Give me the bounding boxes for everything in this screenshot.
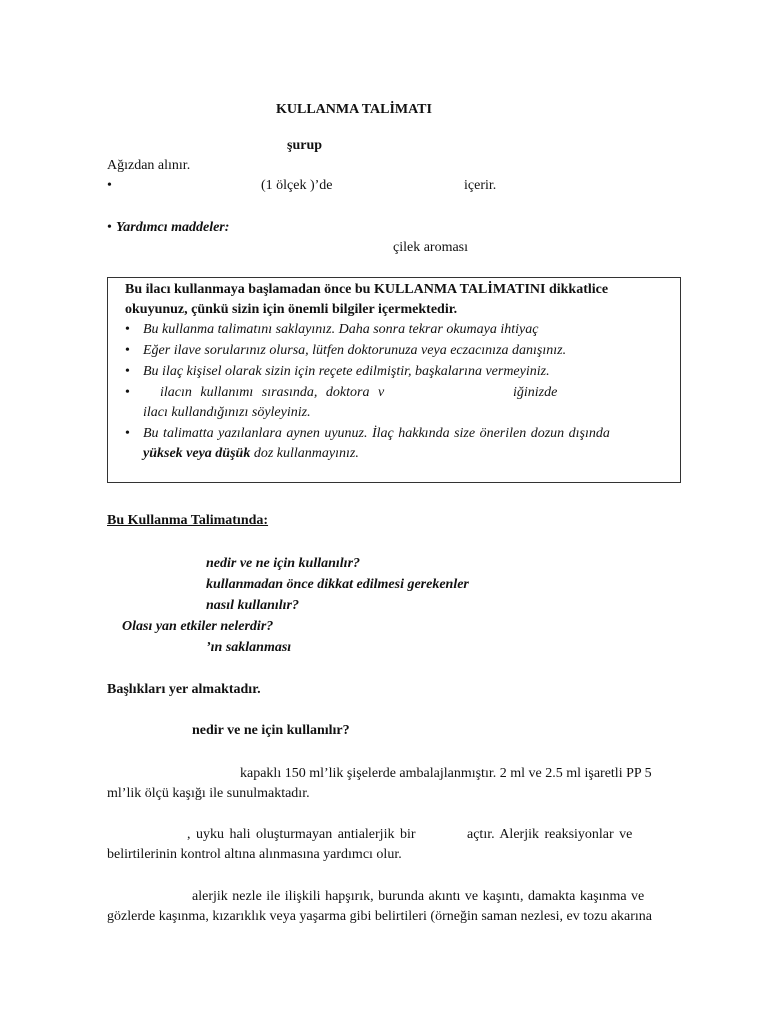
section1-p3-line1: alerjik nezle ile ilişkili hapşırık, burunda akıntı ve kaşıntı, damakta kaşınma ve <box>192 889 645 904</box>
dosage-form: şurup <box>287 138 323 153</box>
toc-item-1: nedir ve ne için kullanılır? <box>206 556 361 571</box>
toc-item-2: kullanmadan önce dikkat edilmesi gerekenler <box>206 577 469 592</box>
active-contains: içerir. <box>464 178 497 193</box>
section1-p3-line2: gözlerde kaşınma, kızarıklık veya yaşarma gibi belirtileri (örneğin saman nezlesi, ev tozu akarına <box>107 909 653 924</box>
warning-item-5-line1: Bu talimatta yazılanlara aynen uyunuz. İlaç hakkında size önerilen dozun dışında <box>143 426 610 441</box>
warning-item-4-part2: iğinizde <box>513 385 558 400</box>
excipients-value: çilek aroması <box>393 240 469 255</box>
warning-bullet: • <box>125 322 130 337</box>
warning-item-5-emphasis: yüksek veya düşük <box>143 446 251 461</box>
warning-item-5-rest: doz kullanmayınız. <box>250 446 359 461</box>
warning-item-1: Bu kullanma talimatını saklayınız. Daha sonra tekrar okumaya ihtiyaç <box>143 322 539 337</box>
toc-item-4: Olası yan etkiler nelerdir? <box>122 619 274 634</box>
document-title: KULLANMA TALİMATI <box>276 102 432 117</box>
section1-heading: nedir ve ne için kullanılır? <box>192 723 350 738</box>
excipients-bullet: • <box>107 220 112 235</box>
route-of-administration: Ağızdan alınır. <box>107 158 191 173</box>
section1-p2-part2: açtır. Alerjik reaksiyonlar ve <box>467 827 633 842</box>
warning-item-2: Eğer ilave sorularınız olursa, lütfen doktorunuza veya eczacınıza danışınız. <box>143 343 567 358</box>
warning-item-3: Bu ilaç kişisel olarak sizin için reçete edilmiştir, başkalarına vermeyiniz. <box>143 364 550 379</box>
warning-bullet: • <box>125 426 130 441</box>
warning-bullet: • <box>125 385 130 400</box>
warning-box <box>107 277 681 483</box>
section1-p2-part1: , uyku hali oluşturmayan antialerjik bir <box>187 827 416 842</box>
active-substance-bullet: • <box>107 178 112 193</box>
section1-p2-line2: belirtilerinin kontrol altına alınmasına yardımcı olur. <box>107 847 402 862</box>
warning-item-5-line2 <box>143 445 359 463</box>
active-measure: (1 ölçek )’de <box>261 178 333 193</box>
toc-heading: Bu Kullanma Talimatında: <box>107 513 269 528</box>
toc-footer: Başlıkları yer almaktadır. <box>107 682 261 697</box>
section1-p1-line2: ml’lik ölçü kaşığı ile sunulmaktadır. <box>107 786 310 801</box>
warning-bullet: • <box>125 364 130 379</box>
warning-intro-line2: okuyunuz, çünkü sizin için önemli bilgiler içermektedir. <box>125 302 458 317</box>
section1-p1-line1: kapaklı 150 ml’lik şişelerde ambalajlanmıştır. 2 ml ve 2.5 ml işaretli PP 5 <box>240 766 652 781</box>
excipients-label: Yardımcı maddeler: <box>116 220 230 235</box>
toc-item-3: nasıl kullanılır? <box>206 598 299 613</box>
warning-intro-line1: Bu ilacı kullanmaya başlamadan önce bu KULLANMA TALİMATINI dikkatlice <box>125 282 609 297</box>
warning-item-4-part1: ilacın kullanımı sırasında, doktora v <box>160 385 385 400</box>
warning-bullet: • <box>125 343 130 358</box>
toc-item-5: ’ın saklanması <box>206 640 292 655</box>
warning-item-4-line2: ilacı kullandığınızı söyleyiniz. <box>143 405 311 420</box>
